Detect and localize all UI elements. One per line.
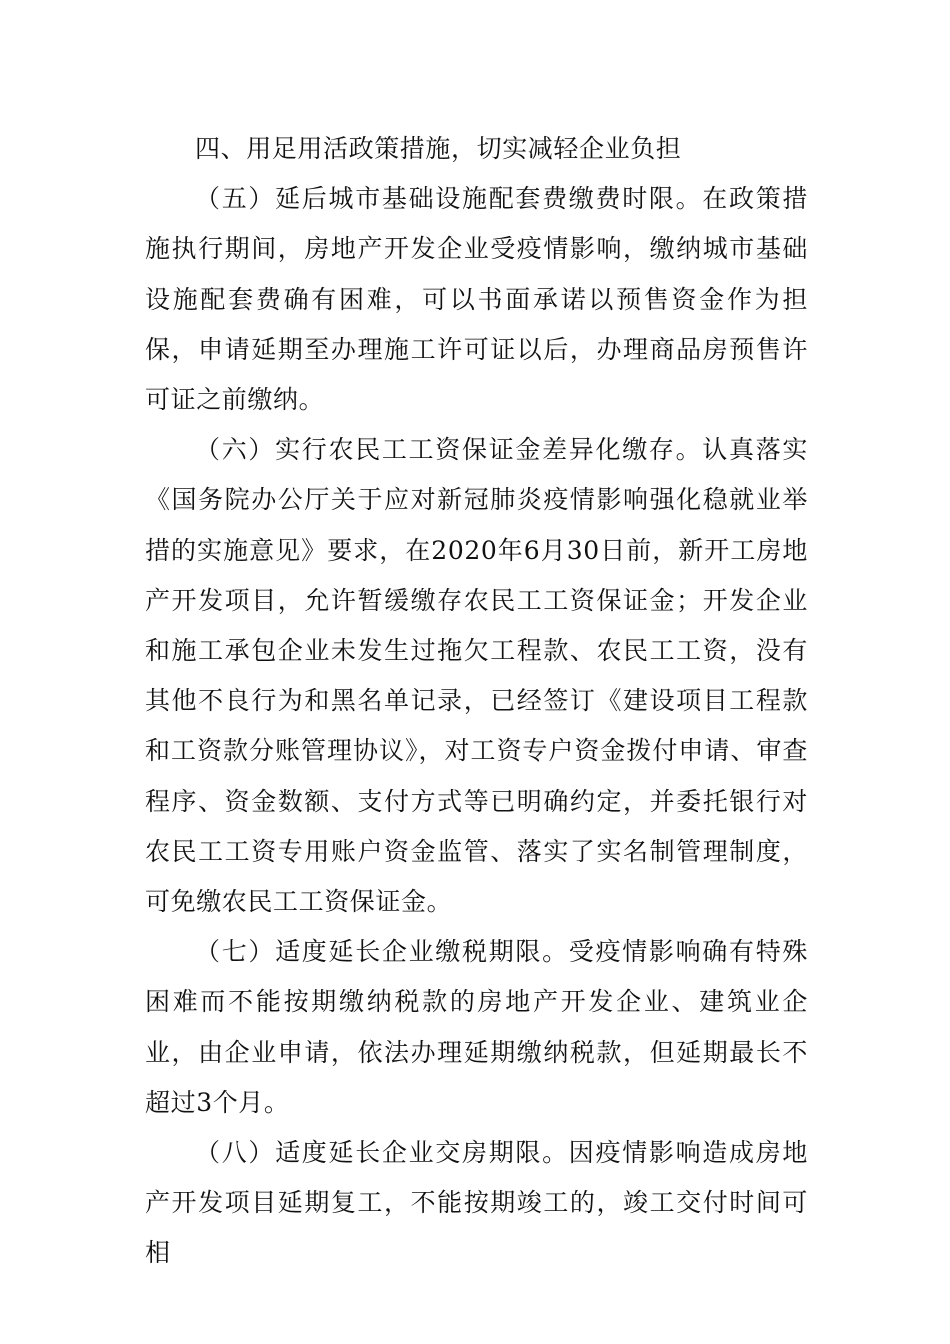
paragraph-item-8: （八）适度延长企业交房期限。因疫情影响造成房地产开发项目延期复工，不能按期竣工的，竣工交付时间可相 bbox=[145, 1138, 808, 1268]
section-heading: 四、用足用活政策措施，切实减轻企业负担 bbox=[195, 134, 682, 163]
document-body bbox=[145, 124, 808, 1279]
paragraph-item-5: （五）延后城市基础设施配套费缴费时限。在政策措施执行期间，房地产开发企业受疫情影响，缴纳城市基础设施配套费确有困难，可以书面承诺以预售资金作为担保，申请延期至办理施工许可证以后，办理商品房预售许可证之前缴纳。 bbox=[145, 184, 808, 415]
paragraph-item-7: （七）适度延长企业缴税期限。受疫情影响确有特殊困难而不能按期缴纳税款的房地产开发企业、建筑业企业，由企业申请，依法办理延期缴纳税款，但延期最长不超过3个月。 bbox=[145, 937, 808, 1117]
paragraph-item-6: （六）实行农民工工资保证金差异化缴存。认真落实《国务院办公厅关于应对新冠肺炎疫情影响强化稳就业举措的实施意见》要求，在2020年6月30日前，新开工房地产开发项目，允许暂缓缴存农民工工资保证金；开发企业和施工承包企业未发生过拖欠工程款、农民工工资，没有其他不良行为和黑名单记录，已经签订《建设项目工程款和工资款分账管理协议》，对工资专户资金拨付申请、审查程序、资金数额、支付方式等已明确约定，并委托银行对农民工工资专用账户资金监管、落实了实名制管理制度，可免缴农民工工资保证金。 bbox=[145, 435, 808, 917]
